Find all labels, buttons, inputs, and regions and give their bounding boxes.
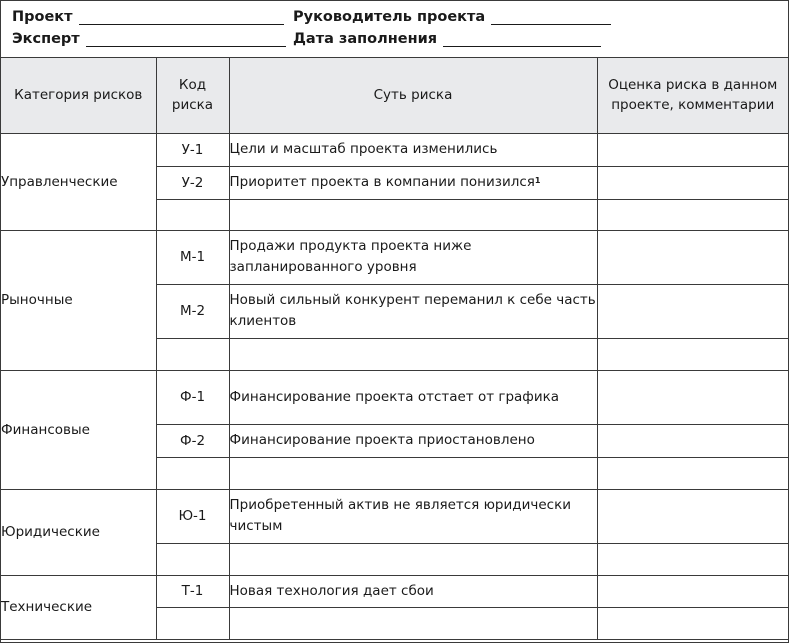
- header-row: [1, 58, 788, 133]
- risk-category: Управленческие: [1, 133, 156, 230]
- risk-description: [229, 424, 597, 457]
- manager-label: Руководитель проекта: [293, 9, 486, 25]
- risk-code: [156, 457, 229, 489]
- risk-description-text: Приобретенный актив не является юридически чистым: [229, 497, 572, 534]
- project-field[interactable]: [79, 10, 284, 25]
- risk-description-text: Новый сильный конкурент переманил к себе часть клиентов: [229, 292, 596, 329]
- header-code: Код риска: [156, 58, 229, 133]
- table-row: [1, 575, 788, 607]
- risk-description: [229, 166, 597, 199]
- header-category: Категория рисков: [1, 58, 156, 133]
- date-line: [293, 31, 601, 47]
- risk-description: [229, 457, 597, 489]
- risk-code: [156, 543, 229, 575]
- risk-description: [229, 370, 597, 424]
- risk-description: [229, 133, 597, 166]
- expert-line: [12, 31, 286, 47]
- risk-code: М-1: [156, 230, 229, 284]
- risk-description: [229, 230, 597, 284]
- date-field[interactable]: [443, 32, 601, 47]
- risk-assessment-cell[interactable]: [597, 543, 788, 575]
- risk-description: [229, 199, 597, 230]
- manager-field[interactable]: [491, 10, 611, 25]
- form-header: [1, 1, 788, 58]
- risk-code: У-2: [156, 166, 229, 199]
- table-row: [1, 489, 788, 543]
- risk-description: [229, 543, 597, 575]
- risk-code: Ф-2: [156, 424, 229, 457]
- risk-code: Ю-1: [156, 489, 229, 543]
- risk-assessment-cell[interactable]: [597, 457, 788, 489]
- risk-description: [229, 575, 597, 607]
- risk-assessment-cell[interactable]: [597, 338, 788, 370]
- risk-description: [229, 338, 597, 370]
- risk-assessment-cell[interactable]: [597, 370, 788, 424]
- header-essence: Суть риска: [229, 58, 597, 133]
- manager-line: [293, 9, 611, 25]
- risk-code: [156, 199, 229, 230]
- header-assessment: Оценка риска в данном проекте, комментарии: [597, 58, 788, 133]
- table-row: [1, 230, 788, 284]
- risk-assessment-cell[interactable]: [597, 199, 788, 230]
- expert-field[interactable]: [86, 32, 286, 47]
- risk-code: М-2: [156, 284, 229, 338]
- risk-assessment-cell[interactable]: [597, 424, 788, 457]
- risk-code: Т-1: [156, 575, 229, 607]
- risk-description-text: Продажи продукта проекта ниже запланированного уровня: [229, 238, 472, 275]
- risk-category: Финансовые: [1, 370, 156, 489]
- date-label: Дата заполнения: [293, 31, 438, 47]
- risk-code: [156, 607, 229, 639]
- risk-description-text: Новая технология дает сбои: [229, 582, 434, 599]
- project-line: [12, 9, 284, 25]
- risk-assessment-cell[interactable]: [597, 166, 788, 199]
- risk-assessment-cell[interactable]: [597, 575, 788, 607]
- risk-description-text: Приоритет проекта в компании понизился: [229, 174, 535, 190]
- risk-assessment-cell[interactable]: [597, 133, 788, 166]
- risk-description-text: Цели и масштаб проекта изменились: [229, 141, 498, 157]
- risk-code: Ф-1: [156, 370, 229, 424]
- risk-description-text: Финансирование проекта отстает от графика: [229, 388, 560, 405]
- risk-category: Юридические: [1, 489, 156, 575]
- risk-assessment-cell[interactable]: [597, 230, 788, 284]
- risk-category: Технические: [1, 575, 156, 639]
- table-row: [1, 133, 788, 166]
- risk-category: Рыночные: [1, 230, 156, 370]
- risk-assessment-cell[interactable]: [597, 607, 788, 639]
- footnote-marker: 1: [534, 176, 541, 185]
- risk-table: [1, 58, 788, 640]
- risk-description-text: Финансирование проекта приостановлено: [229, 432, 535, 448]
- project-label: Проект: [12, 9, 73, 25]
- risk-code: У-1: [156, 133, 229, 166]
- risk-assessment-cell[interactable]: [597, 284, 788, 338]
- risk-description: [229, 489, 597, 543]
- risk-description: [229, 284, 597, 338]
- expert-label: Эксперт: [12, 31, 80, 47]
- risk-code: [156, 338, 229, 370]
- table-row: [1, 370, 788, 424]
- risk-description: [229, 607, 597, 639]
- risk-assessment-cell[interactable]: [597, 489, 788, 543]
